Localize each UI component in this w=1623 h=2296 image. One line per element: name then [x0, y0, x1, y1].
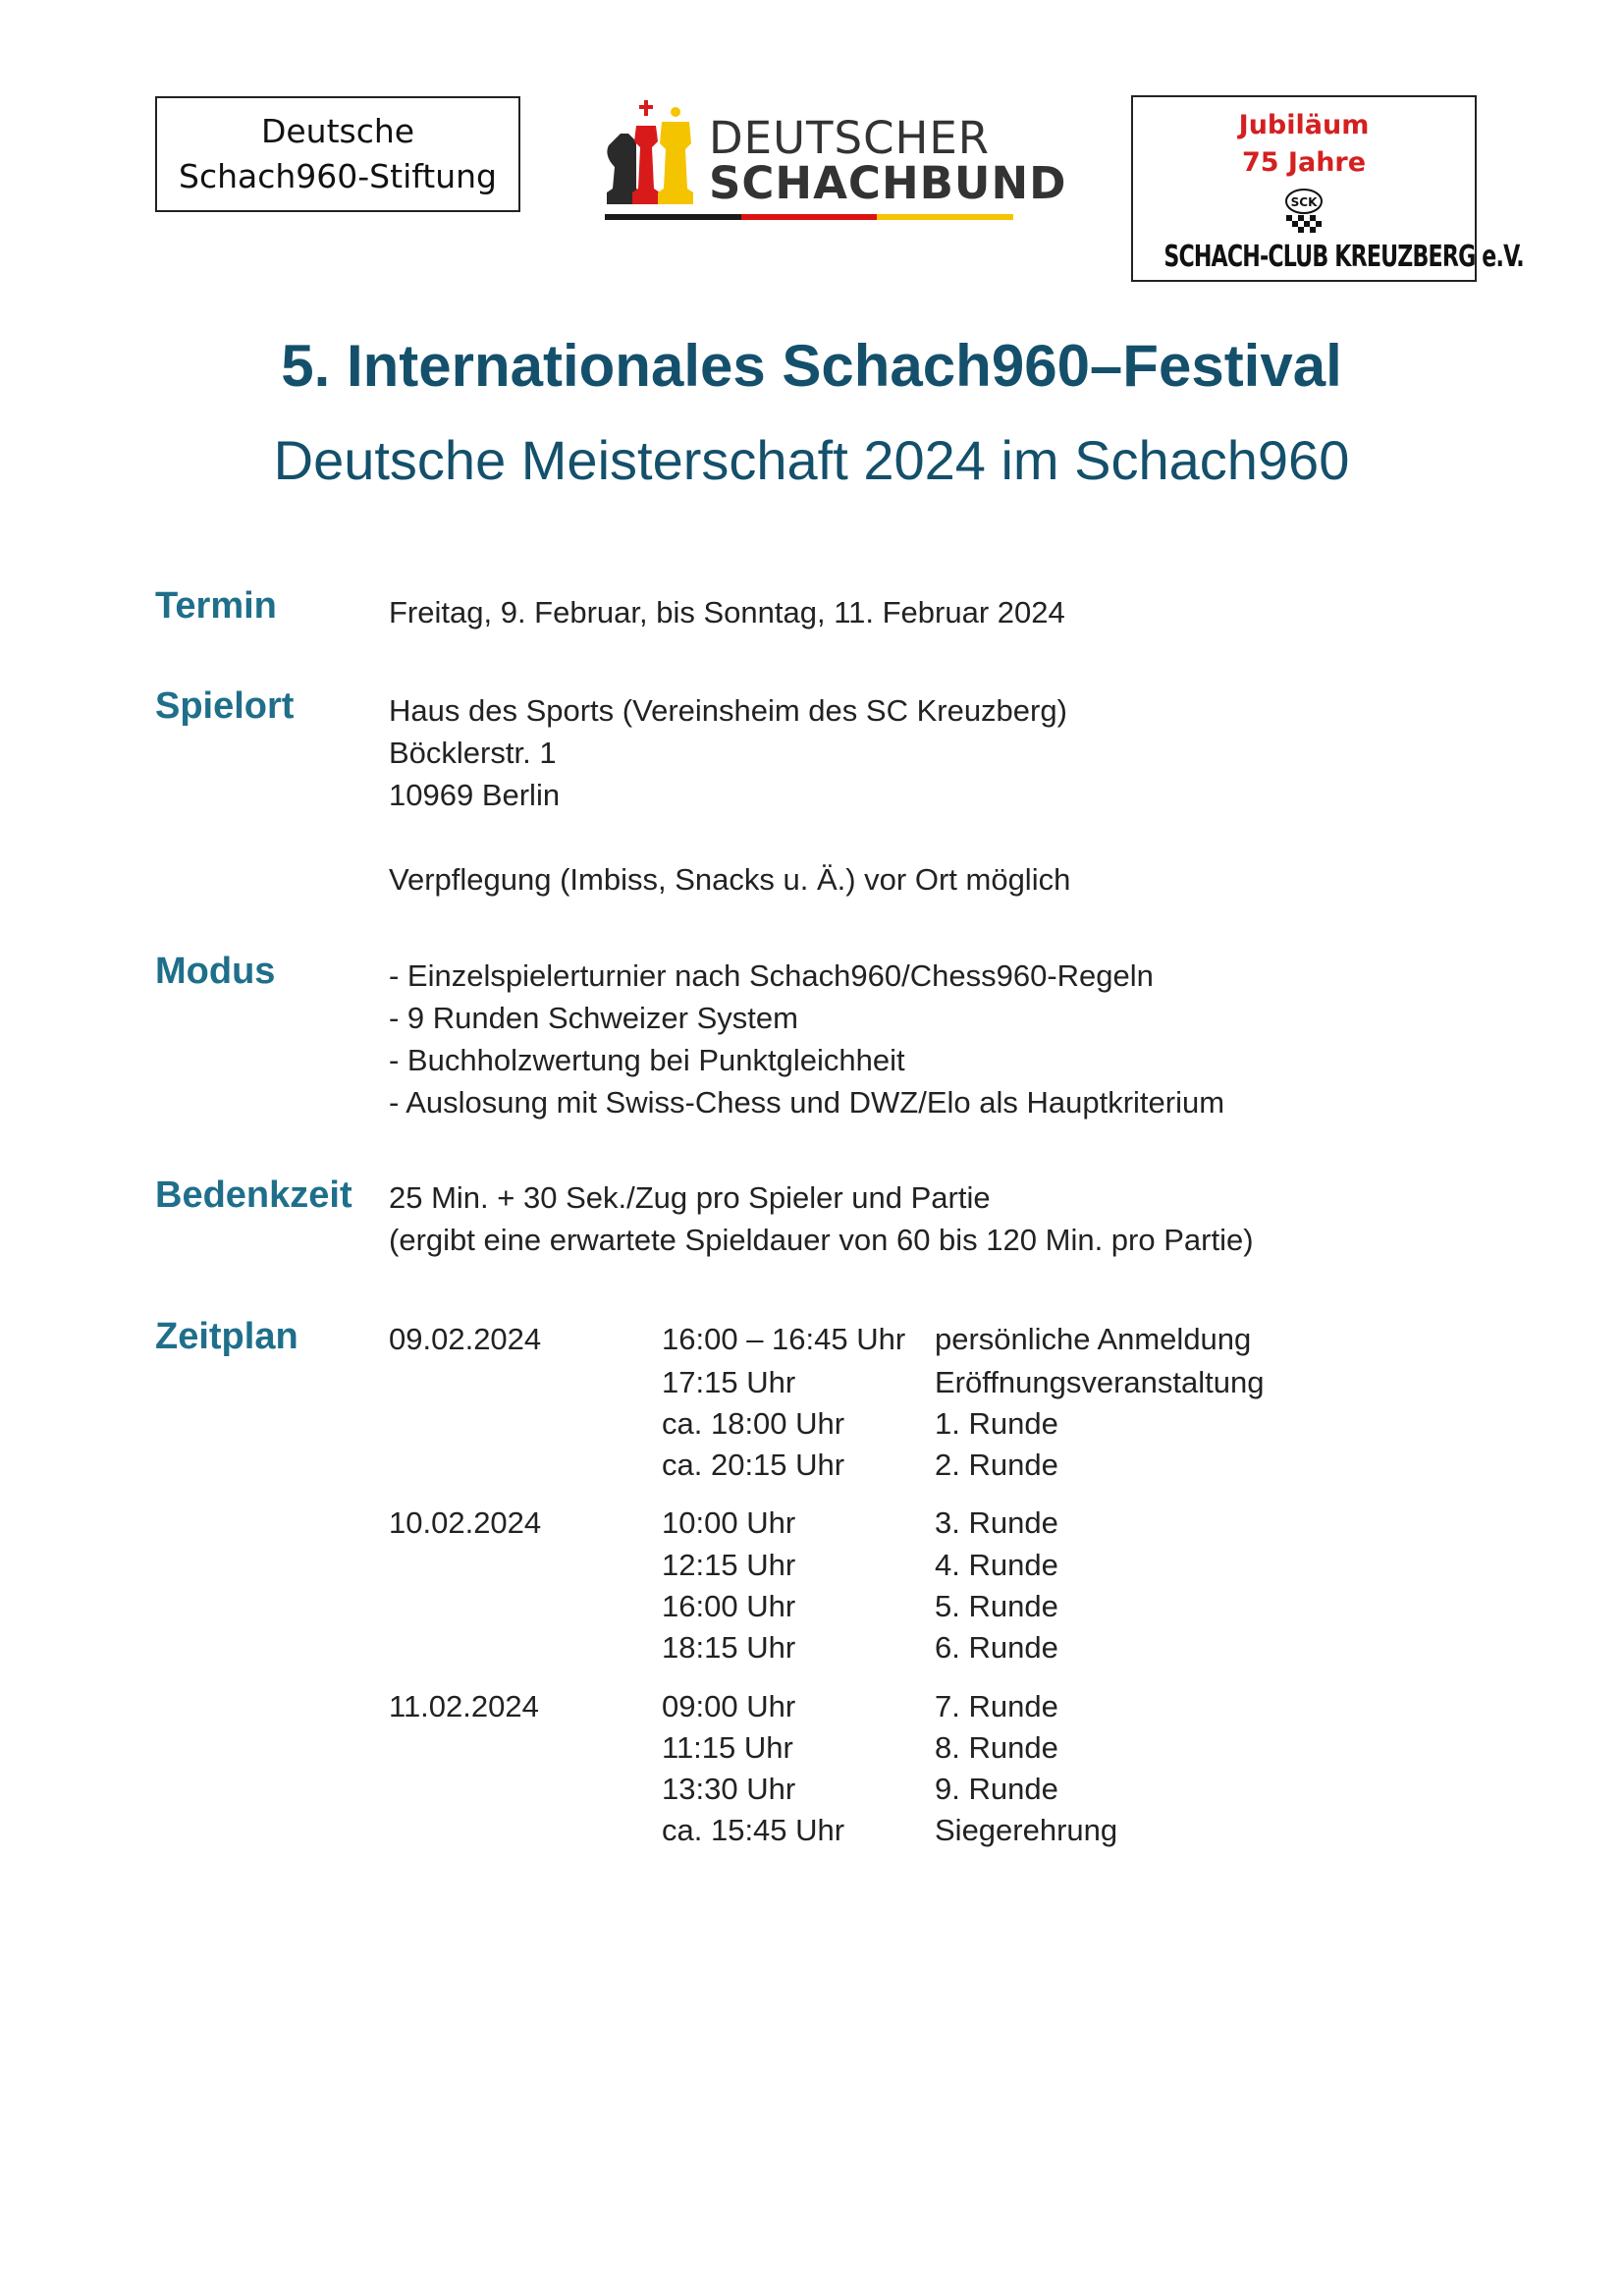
- spielort-line: 10969 Berlin: [389, 778, 561, 812]
- modus-item: - Auslosung mit Swiss-Chess und DWZ/Elo als Hauptkriterium: [389, 1085, 1225, 1120]
- schedule-time: 12:15 Uhr: [662, 1548, 796, 1582]
- section-label-termin: Termin: [155, 585, 277, 627]
- spielort-address: [389, 689, 1067, 816]
- modus-item: - Buchholzwertung bei Punktgleichheit: [389, 1043, 905, 1077]
- schedule-event: Eröffnungsveranstaltung: [935, 1365, 1265, 1399]
- dsb-line1: DEUTSCHER: [709, 112, 991, 164]
- schedule-event: 4. Runde: [935, 1548, 1058, 1582]
- modus-list: [389, 955, 1224, 1123]
- schedule-event: 6. Runde: [935, 1630, 1058, 1665]
- dsb-line2: SCHACHBUND: [709, 157, 1067, 209]
- schedule-event: 7. Runde: [935, 1689, 1058, 1723]
- schedule-time: 09:00 Uhr: [662, 1689, 796, 1723]
- schedule-event: 8. Runde: [935, 1730, 1058, 1765]
- schedule-time: ca. 18:00 Uhr: [662, 1406, 845, 1441]
- schedule-time: 17:15 Uhr: [662, 1365, 796, 1399]
- schedule-event: 3. Runde: [935, 1505, 1058, 1540]
- sck-emblem-text: SCK: [1290, 195, 1318, 209]
- modus-item: - 9 Runden Schweizer System: [389, 1001, 798, 1035]
- schedule-time: 11:15 Uhr: [662, 1730, 793, 1765]
- schedule-event: 2. Runde: [935, 1448, 1058, 1482]
- schedule-time: 10:00 Uhr: [662, 1505, 796, 1540]
- 75-jahre-text: 75 Jahre: [1241, 147, 1367, 178]
- sck-emblem-icon: [1276, 186, 1331, 235]
- deutscher-schachbund-logo: [603, 94, 1067, 224]
- schedule-time: 16:00 Uhr: [662, 1589, 796, 1623]
- schedule-time: ca. 20:15 Uhr: [662, 1448, 845, 1482]
- schedule-event: 9. Runde: [935, 1772, 1058, 1806]
- jubilaeum-text: Jubiläum: [1238, 110, 1370, 140]
- modus-item: - Einzelspielerturnier nach Schach960/Chess960-Regeln: [389, 958, 1154, 993]
- page-title: 5. Internationales Schach960–Festival: [281, 333, 1342, 399]
- schedule-event: persönliche Anmeldung: [935, 1322, 1252, 1356]
- section-label-modus: Modus: [155, 951, 276, 992]
- page-subtitle: Deutsche Meisterschaft 2024 im Schach960: [273, 429, 1350, 491]
- spielort-line: Böcklerstr. 1: [389, 736, 557, 770]
- sc-kreuzberg-name: SCHACH-CLUB KREUZBERG e.V.: [1163, 240, 1524, 274]
- schedule-event: Siegerehrung: [935, 1813, 1118, 1847]
- schedule-event: 1. Runde: [935, 1406, 1058, 1441]
- stiftung-line2: Schach960-Stiftung: [179, 157, 497, 195]
- termin-text: Freitag, 9. Februar, bis Sonntag, 11. Februar 2024: [389, 595, 1065, 629]
- schedule-time: ca. 15:45 Uhr: [662, 1813, 845, 1847]
- schedule-event: 5. Runde: [935, 1589, 1058, 1623]
- chess-pieces-icon: [603, 98, 701, 208]
- schach960-stiftung-logo: [155, 96, 520, 212]
- schedule-date: 09.02.2024: [389, 1322, 542, 1356]
- spielort-line: Haus des Sports (Vereinsheim des SC Kreuzberg): [389, 693, 1067, 728]
- schedule-time: 18:15 Uhr: [662, 1630, 796, 1665]
- section-label-bedenkzeit: Bedenkzeit: [155, 1175, 352, 1216]
- section-label-zeitplan: Zeitplan: [155, 1316, 298, 1357]
- spielort-note: Verpflegung (Imbiss, Snacks u. Ä.) vor Ort möglich: [389, 862, 1071, 897]
- stiftung-line1: Deutsche: [260, 112, 415, 150]
- bedenkzeit-line: 25 Min. + 30 Sek./Zug pro Spieler und Partie: [389, 1180, 991, 1215]
- bedenkzeit-line: (ergibt eine erwartete Spieldauer von 60 bis 120 Min. pro Partie): [389, 1223, 1254, 1257]
- schedule-time: 16:00 – 16:45 Uhr: [662, 1322, 906, 1356]
- schedule-date: 11.02.2024: [389, 1689, 539, 1723]
- schedule-date: 10.02.2024: [389, 1505, 542, 1540]
- bedenkzeit-text: [389, 1176, 1254, 1261]
- schedule-time: 13:30 Uhr: [662, 1772, 796, 1806]
- sc-kreuzberg-logo: [1131, 95, 1524, 282]
- german-flag-stripe: [605, 214, 1013, 220]
- section-label-spielort: Spielort: [155, 685, 295, 727]
